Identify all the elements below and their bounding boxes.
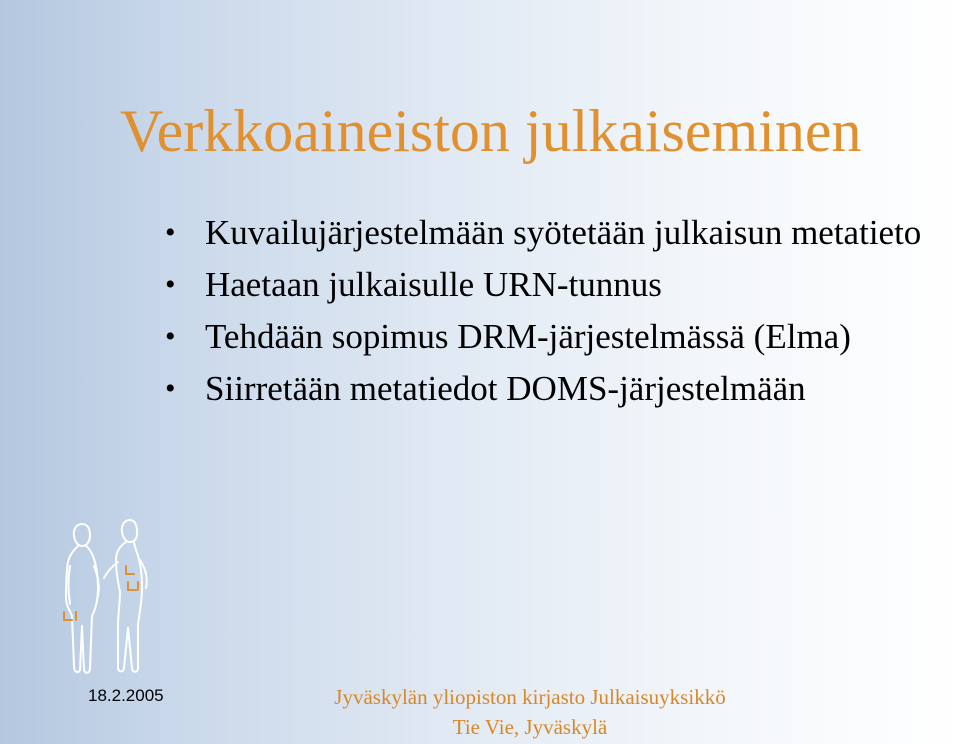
bullet-marker: • (165, 216, 176, 249)
bullet-text: Haetaan julkaisulle URN-tunnus (205, 265, 662, 304)
bullet-item (165, 363, 935, 415)
footer-org-line-2: Tie Vie, Jyväskylä (452, 715, 608, 739)
footer-org-line-1: Jyväskylän yliopiston kirjasto Julkaisuyksikkö (334, 685, 726, 709)
bullet-marker: • (165, 268, 176, 301)
left-person-outline (66, 524, 99, 673)
footer-organization (250, 682, 810, 742)
people-figures-icon (44, 516, 164, 676)
right-person-outline (104, 520, 147, 672)
bullet-item (165, 207, 935, 259)
footer-date: 18.2.2005 (88, 686, 164, 705)
bullet-marker: • (165, 372, 176, 405)
accent-brackets (64, 566, 138, 620)
bullet-marker: • (165, 320, 176, 353)
slide-title: Verkkoaineiston julkaiseminen (120, 98, 862, 164)
bullet-item (165, 259, 935, 311)
bullet-list (165, 207, 935, 415)
bullet-text: Tehdään sopimus DRM-järjestelmässä (Elma) (205, 317, 851, 356)
bullet-text: Siirretään metatiedot DOMS-järjestelmään (205, 369, 806, 408)
bullet-text: Kuvailujärjestelmään syötetään julkaisun metatieto (205, 213, 922, 252)
bullet-item (165, 311, 935, 363)
